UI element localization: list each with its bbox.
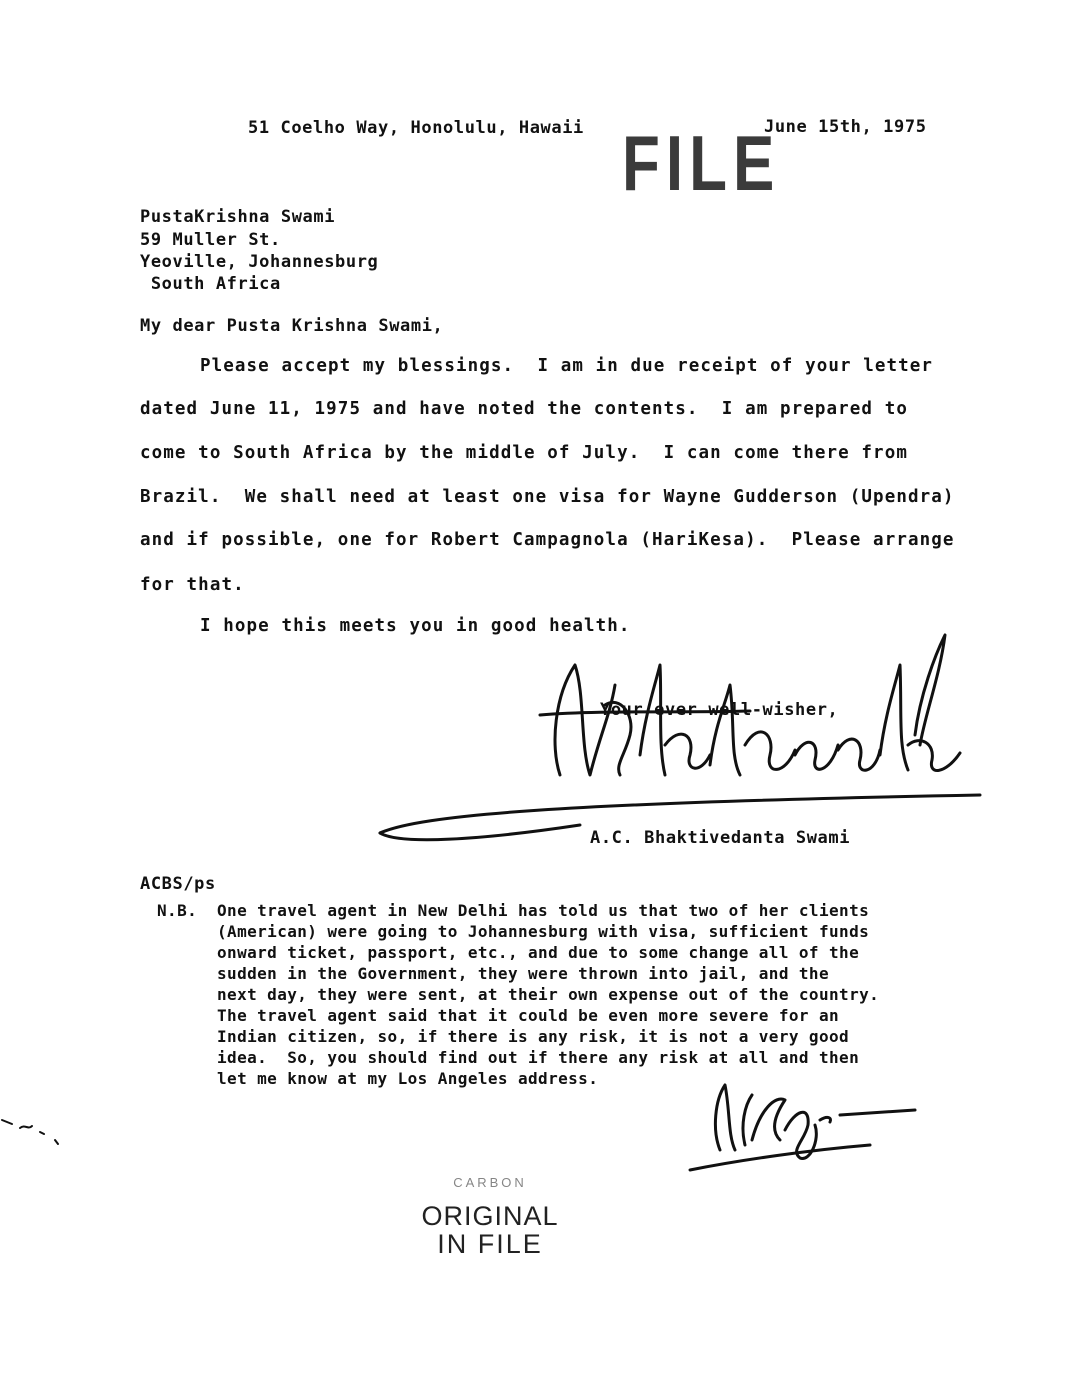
recipient-line: Yeoville, Johannesburg [140, 252, 379, 272]
postscript-line: sudden in the Government, they were thrown into jail, and the [217, 964, 830, 983]
sender-address: 51 Coelho Way, Honolulu, Hawaii [248, 118, 584, 138]
postscript-line: (American) were going to Johannesburg with visa, sufficient funds [217, 922, 870, 941]
postscript-line: onward ticket, passport, etc., and due to some change all of the [217, 943, 860, 962]
postscript-line: let me know at my Los Angeles address. [217, 1069, 599, 1088]
handwritten-signature [520, 625, 980, 845]
salutation: My dear Pusta Krishna Swami, [140, 316, 444, 336]
file-stamp [622, 121, 781, 208]
postscript-line: One travel agent in New Delhi has told us that two of her clients [217, 901, 870, 920]
handwritten-initials [690, 1070, 930, 1180]
recipient-line: PustaKrishna Swami [140, 207, 336, 227]
stamp-carbon-line: CARBON [453, 1175, 527, 1190]
closing: Your ever well-wisher, [600, 700, 839, 720]
postscript-line: The travel agent said that it could be even more severe for an [217, 1006, 840, 1025]
signature-name: A.C. Bhaktivedanta Swami [590, 828, 851, 848]
body-line: Brazil. We shall need at least one visa for Wayne Gudderson (Upendra) [140, 487, 955, 507]
postscript-line: idea. So, you should find out if there any risk at all and then [217, 1048, 860, 1067]
postscript-line: next day, they were sent, at their own expense out of the country. [217, 985, 880, 1004]
letter-date: June 15th, 1975 [764, 117, 927, 137]
postscript-line: Indian citizen, so, if there is any risk, it is not a very good [217, 1027, 850, 1046]
recipient-line: 59 Muller St. [140, 230, 281, 250]
body-line: I hope this meets you in good health. [200, 616, 631, 636]
recipient-line: South Africa [140, 274, 281, 294]
body-line: Please accept my blessings. I am in due receipt of your letter [200, 356, 934, 376]
file-stamp-text: FILE [622, 121, 781, 208]
body-line: for that. [140, 575, 245, 595]
body-line: come to South Africa by the middle of July. I can come there from [140, 443, 908, 463]
typist-initials: ACBS/ps [140, 874, 216, 894]
body-line: dated June 11, 1975 and have noted the contents. I am prepared to [140, 399, 908, 419]
original-in-file-stamp [395, 1176, 585, 1258]
postscript-label: N.B. [157, 901, 198, 920]
scan-specks [0, 1100, 70, 1160]
body-line: and if possible, one for Robert Campagnola (HariKesa). Please arrange [140, 530, 955, 550]
stamp-original-line: ORIGINAL [421, 1200, 559, 1231]
stamp-in-file-line: IN FILE [437, 1228, 543, 1259]
